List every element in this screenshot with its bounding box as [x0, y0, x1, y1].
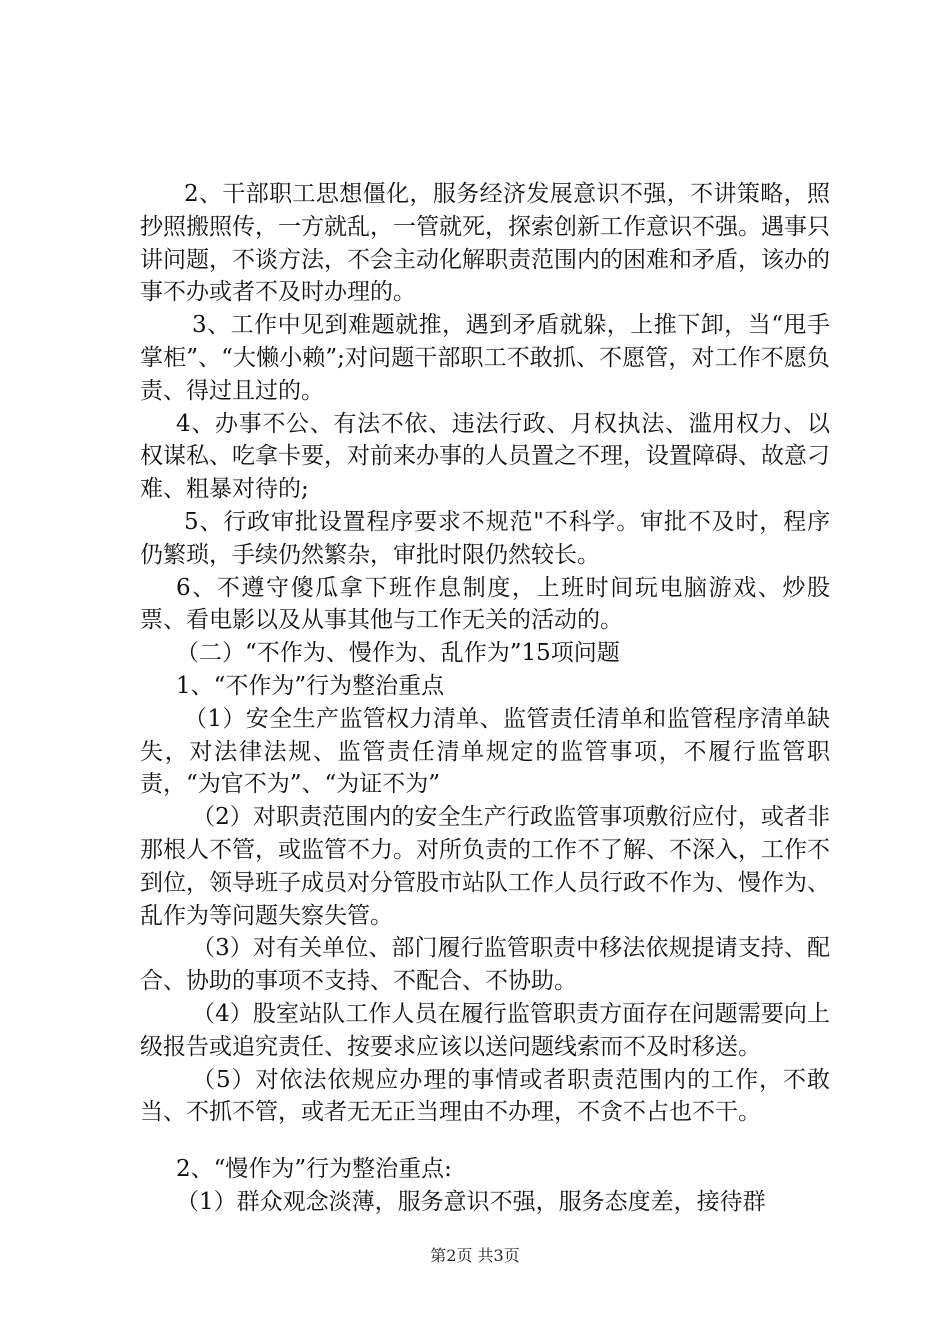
paragraph-work-schedule: 6、不遵守傻瓜拿下班作息制度，上班时间玩电脑游戏、炒股票、看电影以及从事其他与工作无关的活动的。 — [140, 574, 830, 634]
page-number-footer: 第2页 共3页 — [430, 1246, 520, 1265]
subheading-slow-acting: 2、“慢作为”行为整治重点: — [176, 1156, 452, 1183]
paragraph-slow-item-1: （1）群众观念淡薄，服务意识不强，服务态度差，接待群 — [176, 1188, 766, 1215]
paragraph-avoid-problems: 3、工作中见到难题就推，遇到矛盾就躲，上推下卸，当“甩手掌柜”、“大懒小赖”;对问题干部职工不敢抓、不愿管，对工作不愿负责、得过且过的。 — [140, 312, 830, 404]
paragraph-item-4: （4）股室站队工作人员在履行监管职责方面存在问题需要向上级报告或追究责任、按要求应该以送问题线索而不及时移送。 — [140, 1000, 830, 1060]
paragraph-cadre-rigid-thinking: 2、干部职工思想僵化，服务经济发展意识不强，不讲策略，照抄照搬照传，一方就乱，一管就死，探索创新工作意识不强。遇事只讲问题，不谈方法，不会主动化解职责范围内的困难和矛盾，该办的事不办或者不及时办理的。 — [140, 181, 830, 306]
paragraph-item-1: （1）安全生产监管权力清单、监管责任清单和监管程序清单缺失，对法律法规、监管责任清单规定的监管事项，不履行监管职责，“为官不为”、“为证不为” — [140, 705, 830, 798]
paragraph-item-2: （2）对职责范围内的安全生产行政监管事项敷衍应付，或者非那根人不管，或监管不力。对所负责的工作不了解、不深入，工作不到位，领导班子成员对分管股市站队工作人员行政不作为、慢作为、乱作为等问题失察失管。 — [140, 804, 830, 929]
section-heading-15-issues: （二）“不作为、慢作为、乱作为”15项问题 — [176, 640, 620, 667]
paragraph-spacer — [140, 1129, 830, 1153]
document-body — [140, 178, 830, 1219]
paragraph-item-5: （5）对依法依规应办理的事情或者职责范围内的工作，不敢当、不抓不管，或者无无正当理由不办理，不贪不占也不干。 — [140, 1066, 830, 1126]
paragraph-approval-procedures: 5、行政审批设置程序要求不规范"不科学。审批不及时，程序仍繁琐，手续仍然繁杂，审批时限仍然较长。 — [140, 508, 830, 568]
subheading-not-acting: 1、“不作为”行为整治重点 — [176, 672, 445, 699]
paragraph-unfair-handling: 4、办事不公、有法不依、违法行政、月权执法、滥用权力、以权谋私、吃拿卡要，对前来办事的人员置之不理，设置障碍、故意刁难、粗暴对待的; — [140, 410, 830, 503]
paragraph-item-3: （3）对有关单位、部门履行监管职责中移法依规提请支持、配合、协助的事项不支持、不配合、不协助。 — [140, 935, 830, 995]
